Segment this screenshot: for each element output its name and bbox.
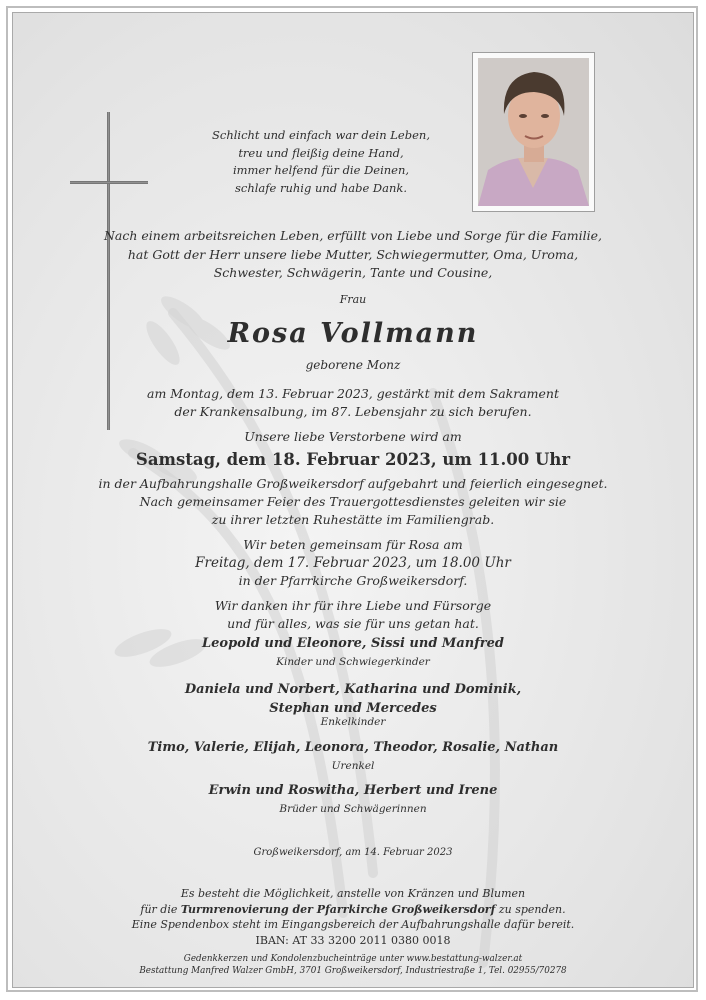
iban: IBAN: AT 33 3200 2011 0380 0018 (255, 933, 451, 947)
footer-line: Bestattung Manfred Walzer GmbH, 3701 Großweikersdorf, Industriestraße 1, Tel. 02955/70278 (139, 966, 567, 976)
donation-line: Es besteht die Möglichkeit, anstelle von Kränzen und Blumen (180, 887, 526, 900)
deceased-name: Rosa Vollmann (227, 318, 479, 349)
funeral-date: Samstag, dem 18. Februar 2023, um 11.00 Uhr (135, 450, 571, 469)
intro-text (0, 227, 706, 283)
donation-text: zu spenden. (495, 902, 566, 916)
funeral-detail-line: Nach gemeinsamer Feier des Trauergottesdienstes geleiten wir sie (139, 494, 567, 509)
intro-line: Schwester, Schwägerin, Tante und Cousine, (213, 265, 493, 280)
intro-line: Nach einem arbeitsreichen Leben, erfüllt von Liebe und Sorge für die Familie, (103, 228, 602, 243)
prayer-line: Wir beten gemeinsam für Rosa am (243, 537, 463, 552)
donation-line (0, 902, 706, 918)
donation-line: Eine Spendenbox steht im Eingangsbereich der Aufbahrungshalle dafür bereit. (131, 918, 575, 931)
funeral-details (0, 475, 706, 529)
poem-line: schlafe ruhig und habe Dank. (234, 180, 408, 195)
mourner-relation: Kinder und Schwiegerkinder (276, 656, 430, 668)
intro-line: hat Gott der Herr unsere liebe Mutter, Schwiegermutter, Oma, Uroma, (127, 246, 579, 262)
footer (0, 953, 706, 977)
prayer-line: Freitag, dem 17. Februar 2023, um 18.00 Uhr (195, 555, 511, 571)
mourner-names (0, 680, 706, 718)
mourner-names: Timo, Valerie, Elijah, Leonora, Theodor, Rosalie, Nathan (147, 740, 559, 755)
mourner-relation: Enkelkinder (320, 716, 386, 728)
thanks-line: Wir danken ihr für ihre Liebe und Fürsorge (214, 598, 492, 613)
donation-text: für die (140, 902, 181, 916)
footer-line: Gedenkkerzen und Kondolenzbucheinträge unter www.bestattung-walzer.at (183, 954, 523, 964)
mourner-relation: Brüder und Schwägerinnen (279, 803, 427, 815)
poem (0, 127, 674, 197)
death-line: der Krankensalbung, im 87. Lebensjahr zu sich berufen. (174, 404, 532, 419)
poem-line: immer helfend für die Deinen, (232, 163, 410, 177)
funeral-detail-line: zu ihrer letzten Ruhestätte im Familiengrab. (211, 512, 495, 527)
prayer-line: in der Pfarrkirche Großweikersdorf. (238, 573, 468, 588)
mourner-names: Leopold und Eleonore, Sissi und Manfred (201, 636, 504, 651)
salutation: Frau (339, 293, 367, 306)
poem-line: Schlicht und einfach war dein Leben, (212, 128, 430, 142)
birth-name: geborene Monz (305, 358, 401, 372)
mourner-name-line: Daniela und Norbert, Katharina und Dominik, (184, 682, 522, 697)
donation-purpose: Turmrenovierung der Pfarrkirche Großweikersdorf (180, 902, 496, 916)
thanks-line: und für alles, was sie für uns getan hat. (227, 616, 479, 631)
prayer-notice (0, 536, 706, 590)
donation-notice (0, 886, 706, 948)
thanks-text (0, 597, 706, 633)
death-line: am Montag, dem 13. Februar 2023, gestärkt mit dem Sakrament (147, 386, 559, 401)
mourner-name-line: Stephan und Mercedes (269, 701, 437, 716)
mourner-names: Erwin und Roswitha, Herbert und Irene (208, 783, 498, 798)
place-date: Großweikersdorf, am 14. Februar 2023 (253, 847, 453, 858)
death-notice (0, 385, 706, 421)
poem-line: treu und fleißig deine Hand, (238, 145, 404, 160)
funeral-detail-line: in der Aufbahrungshalle Großweikersdorf aufgebahrt und feierlich eingesegnet. (98, 476, 608, 491)
funeral-intro: Unsere liebe Verstorbene wird am (244, 429, 462, 444)
mourner-relation: Urenkel (331, 760, 375, 772)
